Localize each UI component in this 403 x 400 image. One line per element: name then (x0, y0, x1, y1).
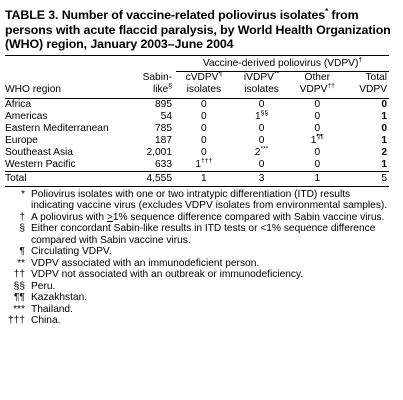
footnote: ¶ Circulating VDPV. (19, 246, 112, 257)
table-row: Europe 187 0 0 1¶¶ 1 (5, 133, 387, 146)
table-row: Southeast Asia 2,001 0 2*** 0 2 (5, 145, 387, 158)
col-header-region: WHO region (5, 83, 62, 95)
vdpv-group-header: Vaccine-derived poliovirus (VDPV)† (176, 55, 389, 71)
col-header-other: Other VDPV†† (299, 71, 335, 95)
col-header-cvdpv: cVDPV¶ isolates (185, 70, 223, 95)
footnote: ** VDPV associated with an immunodeficient person. (17, 257, 260, 269)
table-row: Africa 895 0 0 0 0 (5, 98, 387, 110)
footnote: ¶¶ Kazakhstan. (14, 292, 88, 303)
footnote: *** Thailand. (13, 303, 73, 315)
footnote: †† VDPV not associated with an outbreak or immunodeficiency. (13, 269, 304, 280)
table-row: Western Pacific 633 1††† 0 0 1 (5, 157, 387, 170)
footnotes (5, 189, 389, 327)
table-row: Eastern Mediterranean 785 0 0 0 0 (5, 122, 387, 134)
footnote: § Either concordant Sabin-like results in ITD tests or <1% sequence difference compared with Sabin vaccine virus. (19, 223, 376, 246)
total-row: Total 4,555 1 3 1 5 (5, 171, 389, 186)
footnote: ††† China. (8, 315, 61, 326)
table-row: Americas 54 0 1§§ 0 1 (5, 109, 387, 122)
table-title: TABLE 3. Number of vaccine-related poliovirus isolates* from persons with acute flaccid paralysis, by World Health Organization (WHO) region, January 2003–June 2004 (5, 6, 391, 51)
col-header-ivdpv: iVDPV** isolates (243, 70, 280, 95)
col-header-sabin: Sabin- like§ (142, 71, 173, 95)
group-header-row (5, 55, 389, 71)
footnote: §§ Peru. (13, 280, 56, 292)
column-header-row (5, 71, 389, 98)
data-table (5, 55, 389, 187)
title-footnote-marker: * (325, 6, 329, 16)
footnote: * Poliovirus isolates with one or two intratypic differentiation (ITD) results indicating vaccine virus (excludes VDPV isolates from environmental samples). (21, 188, 388, 211)
col-header-total: Total VDPV (359, 71, 387, 95)
footnote: † A poliovirus with >1% sequence difference compared with Sabin vaccine virus. (19, 211, 385, 223)
